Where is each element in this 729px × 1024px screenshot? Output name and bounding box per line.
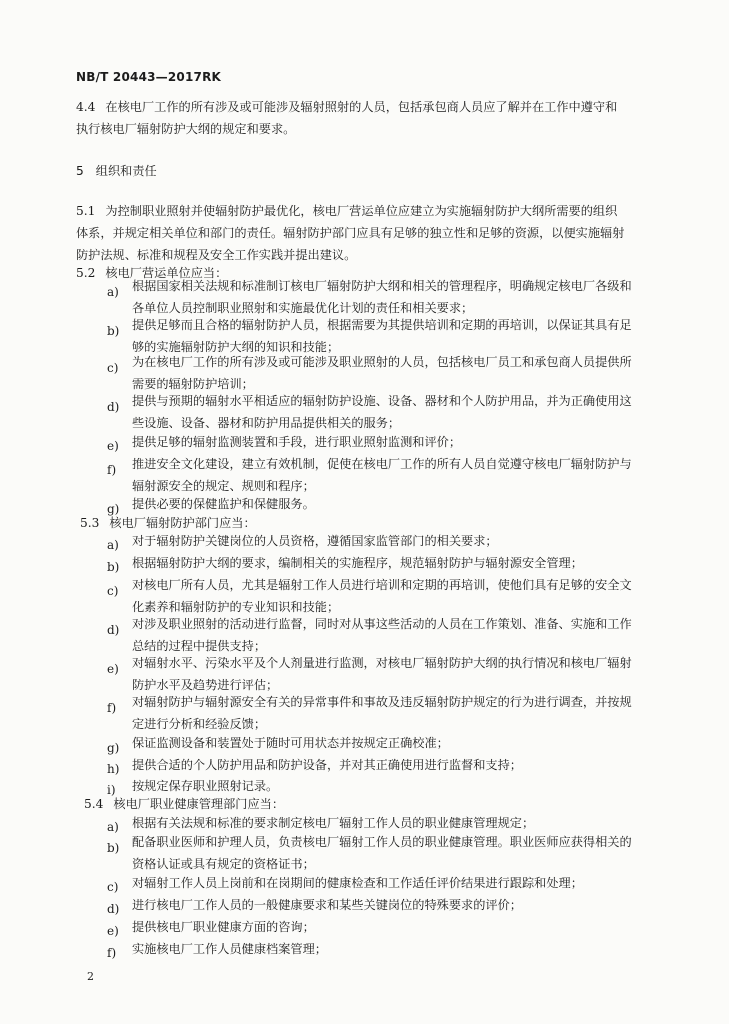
list-label: f) [107, 701, 117, 715]
list-item-text: 实施核电厂工作人员健康档案管理； [132, 942, 327, 956]
list-item-text: 辐射源安全的规定、规则和程序； [132, 479, 315, 493]
list-label: e) [107, 439, 119, 453]
clause-4-4-line-2: 执行核电厂辐射防护大纲的规定和要求。 [76, 122, 296, 136]
list-item-text: 对于辐射防护关键岗位的人员资格，遵循国家监管部门的相关要求； [132, 534, 498, 548]
list-item-text: 定进行分析和经验反馈； [132, 717, 267, 731]
list-item-text: 化素养和辐射防护的专业知识和技能； [132, 600, 340, 614]
list-item-text: 各单位人员控制职业照射和实施最优化计划的责任和相关要求； [132, 301, 474, 315]
list-item-text: 需要的辐射防护培训； [132, 377, 254, 391]
clause-4-4-line-1: 4.4 在核电厂工作的所有涉及或可能涉及辐射照射的人员，包括承包商人员应了解并在工作中遵守和 [76, 96, 617, 118]
list-label: i) [107, 783, 116, 797]
list-item-text: 提供与预期的辐射水平相适应的辐射防护设施、设备、器材和个人防护用品，并为正确使用这 [132, 394, 632, 408]
list-item-text: 根据有关法规和标准的要求制定核电厂辐射工作人员的职业健康管理规定； [132, 816, 535, 830]
list-item-text: 提供合适的个人防护用品和防护设备，并对其正确使用进行监督和支持； [132, 758, 522, 772]
list-label: g) [107, 502, 120, 516]
clause-5-2-intro: 5.2 核电厂营运单位应当： [76, 266, 228, 280]
page-number: 2 [87, 970, 94, 983]
clause-5-1-line-2: 体系，并规定相关单位和部门的责任。辐射防护部门应具有足够的独立性和足够的资源，以便实施辐射 [76, 226, 625, 240]
list-item-text: 对辐射工作人员上岗前和在岗期间的健康检查和工作适任评价结果进行跟踪和处理； [132, 876, 583, 890]
clause-number: 4.4 [76, 100, 96, 114]
clause-5-1-line-3: 防护法规、标准和规程及安全工作实践并提出建议。 [76, 248, 357, 262]
list-item-text: 资格认证或具有规定的资格证书； [132, 857, 315, 871]
list-item-text: 进行核电厂工作人员的一般健康要求和某些关键岗位的特殊要求的评价； [132, 898, 522, 912]
list-label: f) [107, 463, 117, 477]
list-item-text: 对辐射防护与辐射源安全有关的异常事件和事故及违反辐射防护规定的行为进行调查，并按规 [132, 695, 632, 709]
list-item-text: 提供足够的辐射监测装置和手段，进行职业照射监测和评价； [132, 435, 462, 449]
list-label: c) [107, 880, 119, 894]
list-label: e) [107, 662, 119, 676]
clause-5-3-intro: 5.3 核电厂辐射防护部门应当： [80, 516, 256, 530]
list-label: e) [107, 924, 119, 938]
list-label: c) [107, 584, 119, 598]
list-item-text: 为在核电厂工作的所有涉及或可能涉及职业照射的人员，包括核电厂员工和承包商人员提供所 [132, 355, 632, 369]
list-item-text: 对涉及职业照射的活动进行监督，同时对从事这些活动的人员在工作策划、准备、实施和工作 [132, 617, 632, 631]
list-item-text: 防护水平及趋势进行评估； [132, 678, 279, 692]
list-label: b) [107, 841, 120, 855]
list-item-text: 总结的过程中提供支持； [132, 639, 267, 653]
document-id-header: NB/T 20443—2017RK [76, 70, 222, 84]
list-item-text: 根据国家相关法规和标准制订核电厂辐射防护大纲和相关的管理程序，明确规定核电厂各级和 [132, 279, 632, 293]
list-item-text: 推进安全文化建设，建立有效机制，促使在核电厂工作的所有人员自觉遵守核电厂辐射防护与 [132, 457, 632, 471]
list-item-text: 按规定保存职业照射记录。 [132, 779, 279, 793]
list-item-text: 对核电厂所有人员，尤其是辐射工作人员进行培训和定期的再培训，使他们具有足够的安全文 [132, 578, 632, 592]
list-label: h) [107, 762, 120, 776]
list-label: g) [107, 741, 120, 755]
clause-5-4-intro: 5.4 核电厂职业健康管理部门应当： [84, 797, 285, 811]
list-item-text: 提供必要的保健监护和保健服务。 [132, 497, 315, 511]
list-item-text: 根据辐射防护大纲的要求，编制相关的实施程序，规范辐射防护与辐射源安全管理； [132, 556, 583, 570]
list-label: a) [107, 285, 119, 299]
list-item-text: 保证监测设备和装置处于随时可用状态并按规定正确校准； [132, 736, 449, 750]
list-label: b) [107, 324, 120, 338]
list-label: d) [107, 400, 120, 414]
list-label: f) [107, 946, 117, 960]
list-label: d) [107, 902, 120, 916]
list-item-text: 配备职业医师和护理人员，负责核电厂辐射工作人员的职业健康管理。职业医师应获得相关的 [132, 835, 632, 849]
clause-5-1-line-1: 5.1 为控制职业照射并使辐射防护最优化，核电厂营运单位应建立为实施辐射防护大纲所需要的组织 [76, 204, 618, 218]
list-item-text: 够的实施辐射防护大纲的知识和技能； [132, 340, 340, 354]
list-label: a) [107, 538, 119, 552]
list-item-text: 对辐射水平、污染水平及个人剂量进行监测，对核电厂辐射防护大纲的执行情况和核电厂辐射 [132, 656, 632, 670]
list-item-text: 提供足够而且合格的辐射防护人员，根据需要为其提供培训和定期的再培训，以保证其具有足 [132, 318, 632, 332]
section-5-heading: 5 组织和责任 [76, 164, 157, 178]
list-item-text: 提供核电厂职业健康方面的咨询； [132, 920, 315, 934]
list-label: b) [107, 560, 120, 574]
list-label: c) [107, 361, 119, 375]
list-label: d) [107, 623, 120, 637]
list-label: a) [107, 820, 119, 834]
list-item-text: 些设施、设备、器材和防护用品提供相关的服务； [132, 416, 401, 430]
